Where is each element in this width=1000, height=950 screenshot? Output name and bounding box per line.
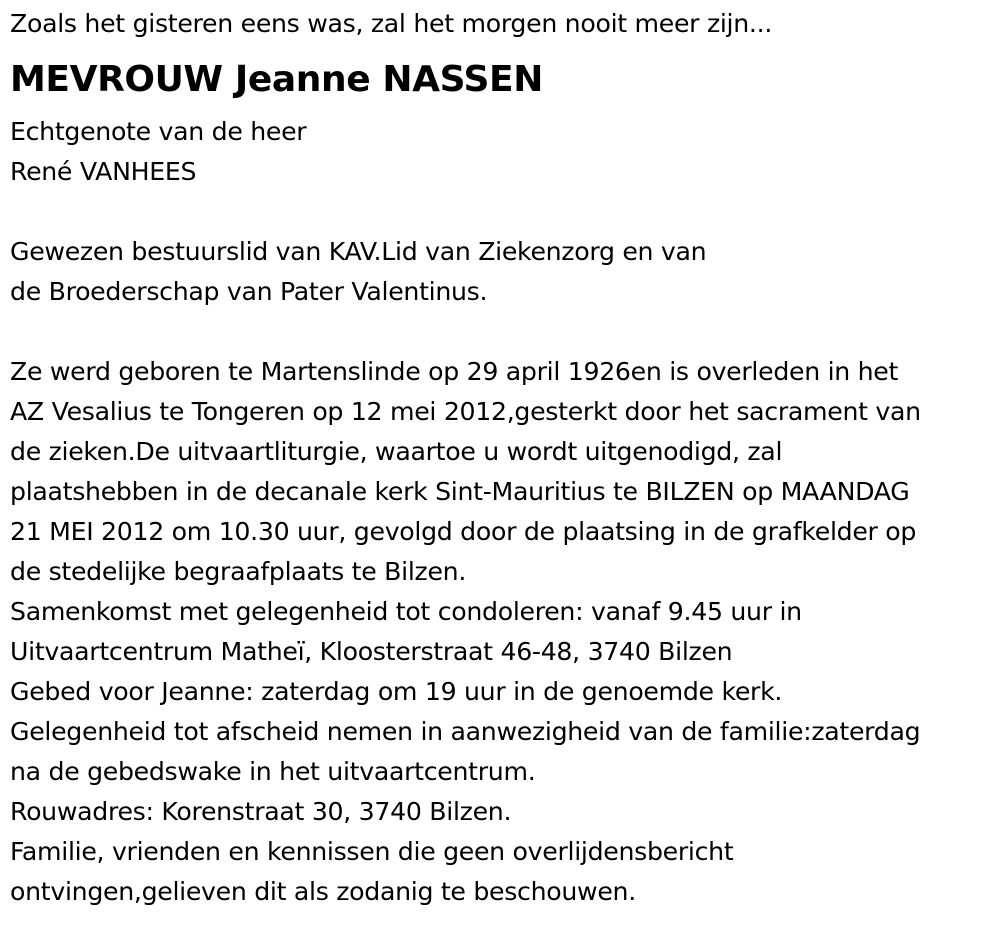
spacer	[10, 312, 995, 352]
spouse-line: Echtgenote van de heer	[10, 117, 307, 146]
body-line: plaatshebben in de decanale kerk Sint-Mauritius te BILZEN op MAANDAG	[10, 477, 910, 506]
body-line: Ze werd geboren te Martenslinde op 29 april 1926en is overleden in het	[10, 357, 899, 386]
affiliations-line: de Broederschap van Pater Valentinus.	[10, 277, 488, 306]
body-line: na de gebedswake in het uitvaartcentrum.	[10, 757, 536, 786]
affiliations-line: Gewezen bestuurslid van KAV.Lid van Ziekenzorg en van	[10, 237, 707, 266]
body-line: Uitvaartcentrum Matheï, Kloosterstraat 46-48, 3740 Bilzen	[10, 637, 733, 666]
body-line: Rouwadres: Korenstraat 30, 3740 Bilzen.	[10, 797, 512, 826]
body-line: Gelegenheid tot afscheid nemen in aanwezigheid van de familie:zaterdag	[10, 717, 921, 746]
spouse-block	[10, 112, 995, 192]
body-line: Samenkomst met gelegenheid tot condoleren: vanaf 9.45 uur in	[10, 597, 802, 626]
spouse-name: René VANHEES	[10, 157, 197, 186]
deceased-name-heading: MEVROUW Jeanne NASSEN	[10, 59, 543, 100]
body-line: Familie, vrienden en kennissen die geen overlijdensbericht	[10, 837, 734, 866]
funeral-details-block	[10, 352, 995, 912]
spacer	[10, 192, 995, 232]
body-line: Gebed voor Jeanne: zaterdag om 19 uur in de genoemde kerk.	[10, 677, 783, 706]
affiliations-block	[10, 232, 995, 312]
body-line: de zieken.De uitvaartliturgie, waartoe u wordt uitgenodigd, zal	[10, 437, 783, 466]
body-line: de stedelijke begraafplaats te Bilzen.	[10, 557, 467, 586]
body-line: 21 MEI 2012 om 10.30 uur, gevolgd door de plaatsing in de grafkelder op	[10, 517, 917, 546]
body-line: ontvingen,gelieven dit als zodanig te beschouwen.	[10, 877, 636, 906]
body-line: AZ Vesalius te Tongeren op 12 mei 2012,gesterkt door het sacrament van	[10, 397, 921, 426]
motto: Zoals het gisteren eens was, zal het morgen nooit meer zijn...	[10, 9, 773, 38]
obituary-notice	[10, 0, 995, 912]
